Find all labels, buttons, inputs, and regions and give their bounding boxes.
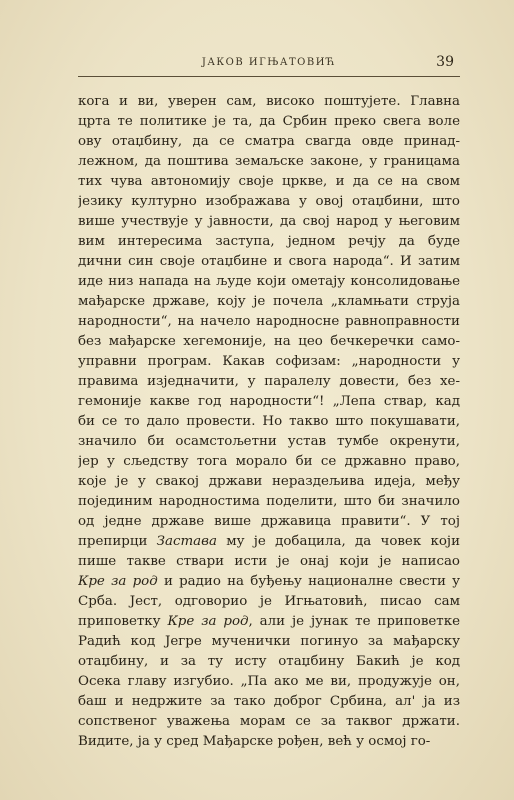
text-run: управни програм. Какав софизам: „народности у <box>78 354 460 369</box>
italic-title: Кре за род <box>78 574 158 589</box>
text-run: баш и недржите за тако доброг Србина, ал' ја из <box>78 694 460 709</box>
text-line <box>78 632 460 652</box>
text-run: мађарске државе, коју је почела „кламњати струја <box>78 294 460 309</box>
header-rule <box>78 76 460 77</box>
text-run: правима изједначити, у паралелу довести, без хе- <box>78 374 460 389</box>
text-run: језику културно изображава у овој отаџбини, што <box>78 194 460 209</box>
italic-title: Кре за род <box>167 614 249 629</box>
text-line <box>78 92 460 112</box>
text-line <box>78 472 460 492</box>
running-title: ЈАКОВ ИГЊАТОВИЋ <box>201 57 337 68</box>
text-run: народности“, на начело народносне равноправности <box>78 314 460 329</box>
text-line <box>78 292 460 312</box>
text-line <box>78 652 460 672</box>
body-text <box>78 92 460 752</box>
text-line <box>78 152 460 172</box>
text-line <box>78 512 460 532</box>
text-line <box>78 332 460 352</box>
text-line <box>78 132 460 152</box>
text-run: гемоније какве год народности“! „Лепа ствар, кад <box>78 394 460 409</box>
text-line <box>78 572 460 592</box>
text-run: препирци <box>78 534 157 549</box>
text-line <box>78 412 460 432</box>
text-run: од једне државе више државица правити“. У тој <box>78 514 460 529</box>
text-line <box>78 452 460 472</box>
text-run: ову отаџбину, да се сматра свагда овде принад- <box>78 134 460 149</box>
text-line <box>78 612 460 632</box>
text-run: лежном, да поштива земаљске законе, у границама <box>78 154 460 169</box>
text-line <box>78 392 460 412</box>
text-line <box>78 712 460 732</box>
text-line <box>78 372 460 392</box>
text-line <box>78 272 460 292</box>
text-line <box>78 232 460 252</box>
text-line <box>78 252 460 272</box>
text-run: кога и ви, уверен сам, високо поштујете. Главна <box>78 94 460 109</box>
text-line <box>78 212 460 232</box>
text-run: више учествује у јавности, да свој народ у његовим <box>78 214 460 229</box>
text-run: Радић код Јегре мученички погинуо за мађарску <box>78 634 460 649</box>
text-line <box>78 172 460 192</box>
text-line <box>78 692 460 712</box>
text-run: без мађарске хегемоније, на цео бечкеречки само- <box>78 334 460 349</box>
text-line <box>78 532 460 552</box>
text-run: пише такве ствари исти је онај који је написао <box>78 554 460 569</box>
text-run: вим интересима заступа, једном речју да буде <box>78 234 460 249</box>
text-run: и радио на буђењу националне свести у <box>157 574 460 589</box>
text-run: црта те политике је та, да Србин преко свега воле <box>78 114 460 129</box>
text-run: које је у свакој држави нераздељива идеја, међу <box>78 474 460 489</box>
text-line <box>78 312 460 332</box>
text-run: му је добацила, да човек који <box>216 534 460 549</box>
text-line <box>78 592 460 612</box>
text-run: приповетку <box>78 614 168 629</box>
text-run: Срба. Јест, одговорио је Игњатовић, писао сам <box>78 594 460 609</box>
text-line <box>78 192 460 212</box>
text-run: отаџбину, и за ту исту отаџбину Бакић је код <box>78 654 460 669</box>
text-run: Видите, ја у сред Мађарске рођен, већ у осмој го- <box>78 734 431 749</box>
text-run: појединим народностима поделити, што би значило <box>78 494 460 509</box>
text-line <box>78 352 460 372</box>
text-run: дични син своје отаџбине и свога народа“. И затим <box>78 254 460 269</box>
text-line <box>78 672 460 692</box>
text-line <box>78 112 460 132</box>
text-line <box>78 492 460 512</box>
text-run: тих чува автономију своје цркве, и да се на свом <box>78 174 460 189</box>
text-run: Осека главу изгубио. „Па ако ме ви, продужује он, <box>78 674 460 689</box>
text-line <box>78 552 460 572</box>
italic-title: Застава <box>156 534 217 549</box>
text-line <box>78 432 460 452</box>
text-run: сопственог уважења морам се за таквог држати. <box>78 714 460 729</box>
text-run: иде низ напада на људе који ометају консолидовање <box>78 274 460 289</box>
text-run: значило би осамстољетни устав тумбе окренути, <box>78 434 460 449</box>
text-line <box>78 732 460 752</box>
text-run: јер у сљедству тога морало би се државно право, <box>78 454 460 469</box>
running-head <box>78 54 460 74</box>
text-run: би се то дало провести. Но такво што покушавати, <box>78 414 460 429</box>
text-run: , али је јунак те приповетке <box>248 614 460 629</box>
page-number: 39 <box>436 54 454 70</box>
